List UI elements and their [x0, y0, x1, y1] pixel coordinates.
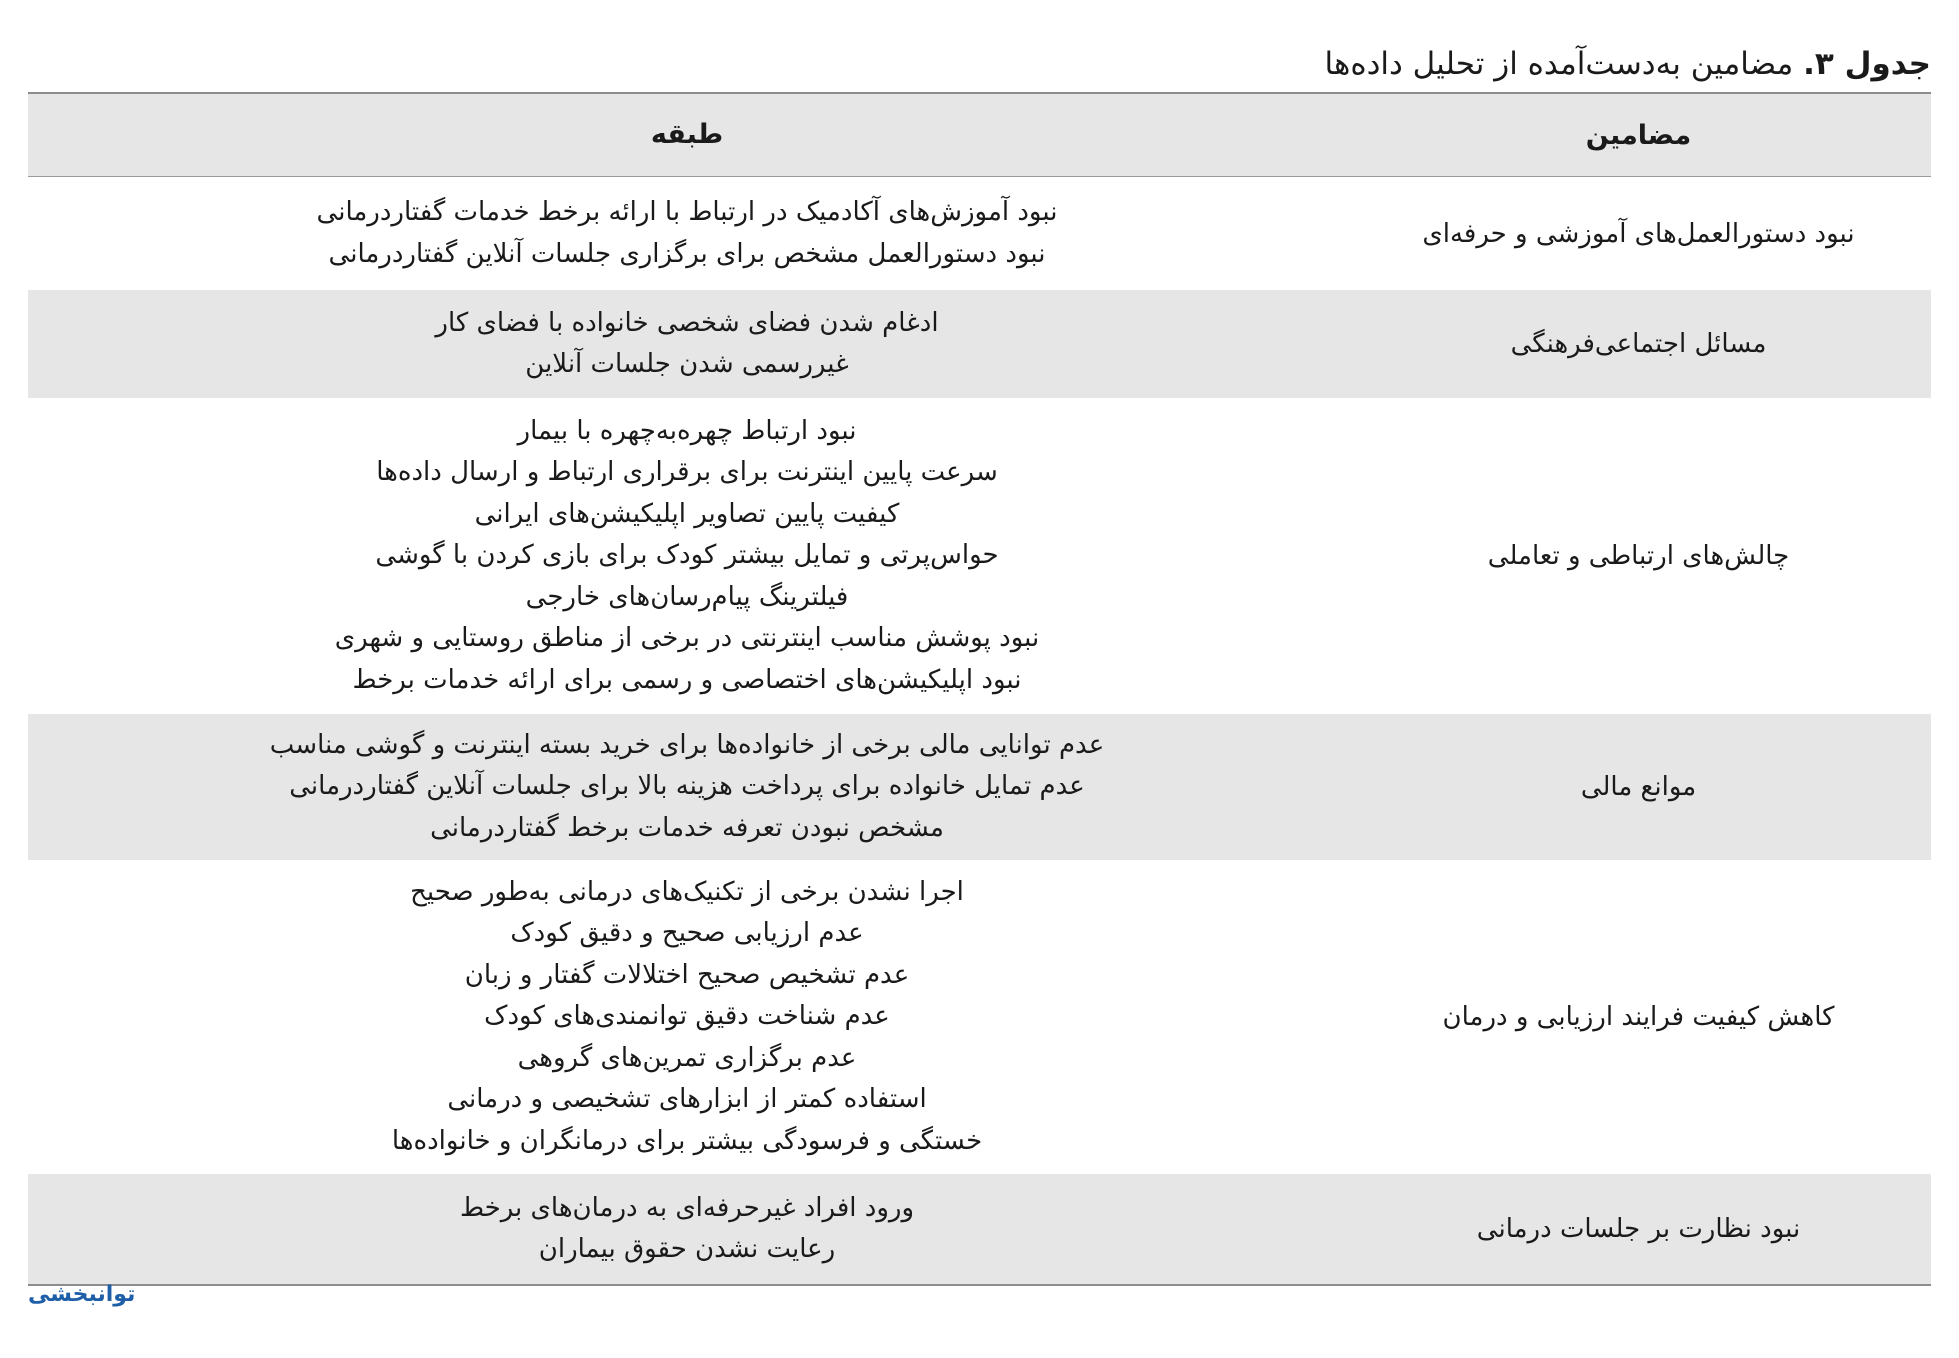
theme-cell: کاهش کیفیت فرایند ارزیابی و درمان: [1442, 1002, 1835, 1032]
caption-label: جدول ۳.: [1803, 46, 1931, 82]
category-item: خستگی و فرسودگی بیشتر برای درمانگران و خانواده‌ها: [391, 1125, 983, 1156]
category-item: غیررسمی شدن جلسات آنلاین: [525, 349, 849, 379]
category-item: رعایت نشدن حقوق بیماران: [538, 1234, 836, 1264]
table-row: [28, 1174, 1931, 1284]
journal-logo: توانبخشی: [28, 1282, 136, 1307]
category-item: عدم توانایی مالی برخی از خانواده‌ها برای خرید بسته اینترنت و گوشی مناسب: [269, 729, 1105, 760]
category-item: عدم شناخت دقیق توانمندی‌های کودک: [484, 1001, 890, 1032]
table-row: [28, 398, 1931, 714]
theme-cell: چالش‌های ارتباطی و تعاملی: [1487, 541, 1790, 571]
category-cell: [28, 398, 1346, 714]
category-item: ادغام شدن فضای شخصی خانواده با فضای کار: [435, 307, 939, 338]
category-item: ورود افراد غیرحرفه‌ای به درمان‌های برخط: [459, 1192, 915, 1223]
table-row: [28, 290, 1931, 398]
category-cell: [28, 290, 1346, 398]
category-item: عدم برگزاری تمرین‌های گروهی: [517, 1042, 857, 1073]
category-item: نبود اپلیکیشن‌های اختصاصی و رسمی برای ارائه خدمات برخط: [352, 664, 1022, 695]
category-cell: [28, 860, 1346, 1174]
category-item: سرعت پایین اینترنت برای برقراری ارتباط و ارسال داده‌ها: [376, 457, 998, 488]
table-row: [28, 177, 1931, 290]
header-themes: مضامین: [1585, 119, 1692, 151]
category-item: عدم تشخیص صحیح اختلالات گفتار و زبان: [464, 959, 910, 990]
category-item: عدم تمایل خانواده برای پرداخت هزینه بالا برای جلسات آنلاین گفتاردرمانی: [289, 771, 1085, 802]
theme-cell: نبود نظارت بر جلسات درمانی: [1476, 1214, 1801, 1244]
category-item: کیفیت پایین تصاویر اپلیکیشن‌های ایرانی: [474, 498, 900, 529]
category-item: اجرا نشدن برخی از تکنیک‌های درمانی به‌طور صحیح: [410, 876, 964, 907]
category-item: استفاده کمتر از ابزارهای تشخیصی و درمانی: [447, 1084, 927, 1115]
category-cell: [28, 1174, 1346, 1284]
theme-cell: نبود دستورالعمل‌های آموزشی و حرفه‌ای: [1422, 218, 1855, 249]
theme-cell: مسائل اجتماعی‌فرهنگی: [1510, 329, 1767, 359]
category-cell: [28, 177, 1346, 290]
table-caption: [28, 44, 1931, 84]
category-item: فیلترینگ پیام‌رسان‌های خارجی: [525, 581, 849, 612]
table-row: [28, 860, 1931, 1174]
header-category: طبقه: [650, 119, 724, 151]
category-cell: [28, 714, 1346, 860]
table-row: [28, 714, 1931, 860]
theme-cell: موانع مالی: [1580, 772, 1697, 802]
themes-table: [28, 92, 1931, 1286]
table-header-row: [28, 94, 1931, 177]
category-item: نبود دستورالعمل مشخص برای برگزاری جلسات آنلاین گفتاردرمانی: [328, 238, 1046, 269]
category-item: مشخص نبودن تعرفه خدمات برخط گفتاردرمانی: [430, 812, 944, 843]
category-item: نبود ارتباط چهره‌به‌چهره با بیمار: [517, 415, 857, 446]
category-item: نبود پوشش مناسب اینترنتی در برخی از مناطق روستایی و شهری: [334, 623, 1040, 654]
category-item: عدم ارزیابی صحیح و دقیق کودک: [510, 918, 864, 949]
caption-text: مضامین به‌دست‌آمده از تحلیل داده‌ها: [1324, 46, 1794, 82]
category-item: نبود آموزش‌های آکادمیک در ارتباط با ارائه برخط خدمات گفتاردرمانی: [316, 197, 1058, 227]
category-item: حواس‌پرتی و تمایل بیشتر کودک برای بازی کردن با گوشی: [375, 540, 999, 571]
